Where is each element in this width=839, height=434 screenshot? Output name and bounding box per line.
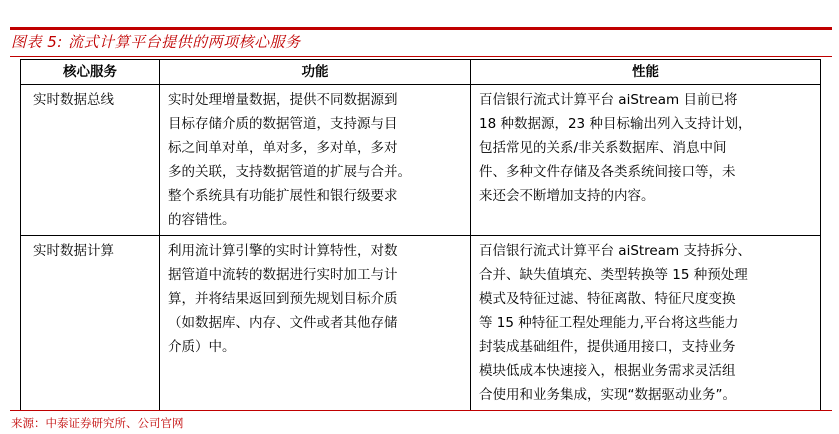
function-cell (160, 85, 471, 236)
performance-text: 百信银行流式计算平台 aiStream 支持拆分、 合并、缺失值填充、类型转换等 15 种预处理 模式及特征过滤、特征离散、特征尺度变换 等 15 种特征工程处理能力,平台将这些能力 封装成基础组件，提供通用接口，支持业务 模块低成本快速接入，根据业务需求灵活组 合使用和业务集成，实现“数据驱动业务”。 (479, 243, 751, 403)
table-row (21, 85, 821, 236)
performance-cell (471, 236, 821, 411)
performance-cell (471, 85, 821, 236)
source-note: 来源：中泰证券研究所、公司官网 (11, 416, 184, 430)
function-text: 实时处理增量数据，提供不同数据源到 目标存储介质的数据管道，支持源与目 标之间单对单，单对多，多对单，多对 多的关联，支持数据管道的扩展与合并。 整个系统具有功能扩展性和银行级要求 的容错性。 (168, 92, 411, 228)
table-header-row (21, 60, 821, 85)
service-name-text: 实时数据总线 (33, 92, 114, 108)
service-name (21, 85, 160, 236)
table-row (21, 236, 821, 411)
service-name-text: 实时数据计算 (33, 243, 114, 259)
header-performance: 性能 (471, 60, 821, 85)
service-name (21, 236, 160, 411)
figure-title: 图表 5: 流式计算平台提供的两项核心服务 (11, 33, 301, 51)
bottom-rule (10, 410, 832, 411)
title-rule (10, 56, 832, 57)
top-rule (10, 27, 832, 30)
function-text: 利用流计算引擎的实时计算特性，对数 据管道中流转的数据进行实时加工与计 算，并将结果返回到预先规划目标介质 （如数据库、内存、文件或者其他存储 介质）中。 (168, 243, 398, 355)
header-service: 核心服务 (21, 60, 160, 85)
function-cell (160, 236, 471, 411)
performance-text: 百信银行流式计算平台 aiStream 目前已将 18 种数据源，23 种目标输出列入支持计划， 包括常见的关系/非关系数据库、消息中间 件、多种文件存储及各类系统间接口等，未 来还会不断增加支持的内容。 (479, 92, 752, 204)
header-function: 功能 (160, 60, 471, 85)
services-table (20, 59, 821, 411)
